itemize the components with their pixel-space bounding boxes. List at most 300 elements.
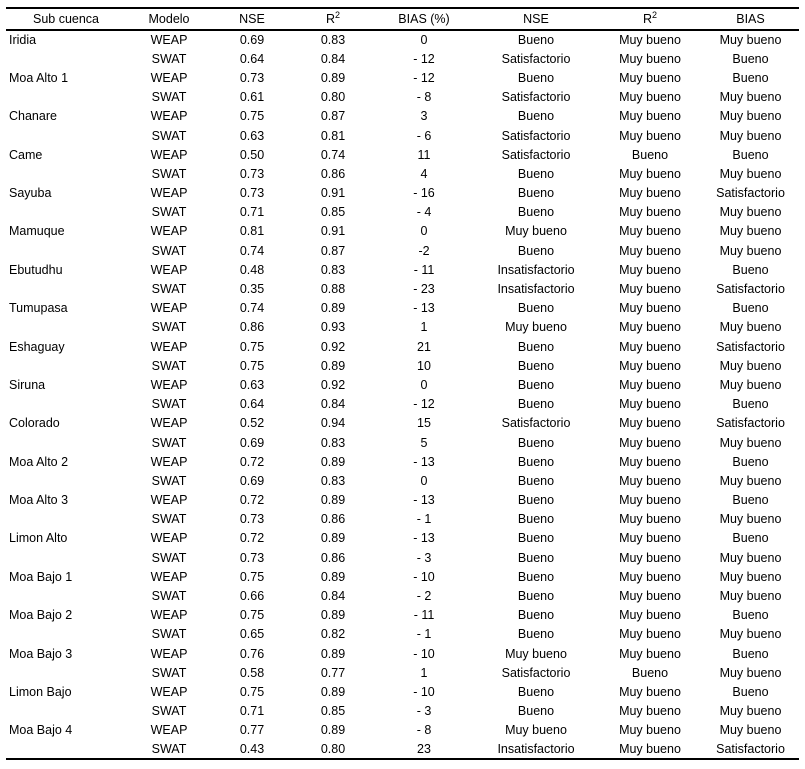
table-row	[6, 682, 799, 701]
cell-r2: 0.85	[320, 704, 346, 719]
cell-bias-calif: Muy bueno	[719, 589, 782, 604]
cell-modelo: SWAT	[151, 320, 187, 335]
cell-nse: 0.75	[239, 109, 265, 124]
cell-bias-pct: - 10	[413, 569, 435, 584]
cell-nse-calif: Bueno	[517, 186, 555, 201]
cell-bias-calif: Muy bueno	[719, 320, 782, 335]
cell-r2: 0.83	[320, 33, 346, 48]
cell-bias-calif: Muy bueno	[719, 550, 782, 565]
cell-bias-pct: 5	[420, 435, 428, 450]
cell-bias-pct: 15	[417, 416, 431, 431]
cell-bias-pct: - 2	[416, 589, 432, 604]
cell-r2-calif: Muy bueno	[619, 723, 681, 738]
cell-modelo: WEAP	[150, 262, 188, 277]
cell-nse: 0.86	[239, 320, 265, 335]
table-row	[6, 279, 799, 298]
header-row	[6, 8, 799, 30]
cell-bias-calif: Bueno	[732, 454, 769, 469]
cell-r2-calif: Muy bueno	[619, 320, 681, 335]
cell-bias-calif: Muy bueno	[719, 166, 782, 181]
table-row	[6, 606, 799, 625]
cell-bias-calif: Muy bueno	[719, 358, 782, 373]
cell-nse: 0.72	[239, 454, 265, 469]
cell-bias-calif: Satisfactorio	[716, 416, 785, 431]
cell-nse-calif: Bueno	[517, 704, 555, 719]
cell-bias-pct: 0	[420, 224, 428, 239]
table-row	[6, 644, 799, 663]
cell-r2: 0.91	[320, 186, 346, 201]
cell-bias-pct: - 4	[416, 205, 432, 220]
table-row	[6, 299, 799, 318]
cell-r2: 0.89	[320, 646, 346, 661]
cell-r2: 0.91	[320, 224, 346, 239]
cell-r2: 0.89	[320, 301, 346, 316]
cell-bias-calif: Muy bueno	[719, 224, 782, 239]
cell-modelo: WEAP	[150, 224, 188, 239]
cell-bias-calif: Muy bueno	[719, 109, 782, 124]
cell-modelo: SWAT	[151, 742, 187, 757]
cell-nse-calif: Insatisfactorio	[497, 262, 575, 277]
cell-r2: 0.84	[320, 589, 346, 604]
cell-nse-calif: Bueno	[517, 301, 555, 316]
cell-bias-pct: - 8	[416, 723, 432, 738]
cell-nse-calif: Bueno	[517, 339, 555, 354]
cell-modelo: WEAP	[150, 493, 188, 508]
cell-sub-cuenca: Mamuque	[9, 224, 65, 239]
cell-r2-calif: Muy bueno	[619, 684, 681, 699]
cell-bias-pct: - 11	[413, 262, 435, 277]
cell-nse: 0.73	[239, 550, 265, 565]
cell-nse: 0.73	[239, 70, 265, 85]
cell-modelo: WEAP	[150, 531, 188, 546]
cell-r2-calif: Muy bueno	[619, 377, 681, 392]
table-row	[6, 433, 799, 452]
cell-r2-calif: Muy bueno	[619, 531, 681, 546]
table-row	[6, 548, 799, 567]
cell-r2-calif: Muy bueno	[619, 205, 681, 220]
table-row	[6, 375, 799, 394]
cell-modelo: SWAT	[151, 704, 187, 719]
cell-r2: 0.87	[320, 243, 346, 258]
cell-bias-calif: Muy bueno	[719, 128, 782, 143]
cell-nse: 0.74	[239, 243, 265, 258]
cell-r2: 0.86	[320, 550, 346, 565]
cell-bias-calif: Muy bueno	[719, 723, 782, 738]
cell-bias-calif: Muy bueno	[719, 473, 782, 488]
cell-modelo: SWAT	[151, 435, 187, 450]
cell-nse: 0.72	[239, 531, 265, 546]
cell-bias-pct: 0	[420, 33, 428, 48]
table-row	[6, 452, 799, 471]
cell-r2-calif: Muy bueno	[619, 301, 681, 316]
cell-bias-calif: Muy bueno	[719, 627, 782, 642]
cell-sub-cuenca	[6, 471, 126, 490]
cell-nse-calif: Bueno	[517, 243, 555, 258]
cell-nse: 0.71	[239, 704, 265, 719]
cell-bias-pct: - 10	[413, 646, 435, 661]
cell-bias-pct: - 12	[413, 51, 435, 66]
cell-nse-calif: Bueno	[517, 70, 555, 85]
cell-r2-calif: Muy bueno	[619, 262, 681, 277]
table-row	[6, 586, 799, 605]
cell-bias-calif: Muy bueno	[719, 512, 782, 527]
cell-nse-calif: Muy bueno	[505, 224, 567, 239]
cell-bias-calif: Muy bueno	[719, 569, 782, 584]
cell-r2-calif: Muy bueno	[619, 742, 681, 757]
cell-bias-pct: - 1	[416, 512, 432, 527]
cell-modelo: WEAP	[150, 723, 188, 738]
cell-sub-cuenca	[6, 663, 126, 682]
cell-r2-calif: Muy bueno	[619, 224, 681, 239]
cell-nse: 0.69	[239, 435, 265, 450]
cell-r2-calif: Muy bueno	[619, 435, 681, 450]
cell-modelo: WEAP	[150, 301, 188, 316]
cell-modelo: WEAP	[150, 569, 188, 584]
cell-nse-calif: Bueno	[517, 512, 555, 527]
column-header-nse-calif	[474, 8, 598, 30]
cell-sub-cuenca	[6, 164, 126, 183]
cell-r2-calif: Muy bueno	[619, 608, 681, 623]
cell-modelo: SWAT	[151, 550, 187, 565]
table-row	[6, 107, 799, 126]
cell-nse-calif: Bueno	[517, 473, 555, 488]
header-label: NSE	[523, 12, 549, 26]
cell-modelo: SWAT	[151, 128, 187, 143]
cell-sub-cuenca: Eshaguay	[9, 339, 65, 354]
header-label: Sub cuenca	[32, 12, 100, 26]
cell-r2-calif: Muy bueno	[619, 90, 681, 105]
cell-r2: 0.88	[320, 282, 346, 297]
cell-bias-pct: - 6	[416, 128, 432, 143]
cell-r2-calif: Muy bueno	[619, 416, 681, 431]
table-row	[6, 68, 799, 87]
header-label: R	[642, 12, 652, 26]
header-label: NSE	[239, 12, 265, 26]
table-row	[6, 241, 799, 260]
table-row	[6, 510, 799, 529]
cell-bias-pct: - 13	[413, 493, 435, 508]
cell-sub-cuenca	[6, 625, 126, 644]
cell-bias-calif: Satisfactorio	[716, 339, 785, 354]
table-row	[6, 663, 799, 682]
cell-bias-calif: Satisfactorio	[716, 282, 785, 297]
cell-nse: 0.52	[239, 416, 265, 431]
cell-bias-pct: 3	[420, 109, 428, 124]
cell-modelo: WEAP	[150, 186, 188, 201]
cell-modelo: SWAT	[151, 473, 187, 488]
cell-nse-calif: Insatisfactorio	[497, 742, 575, 757]
cell-nse: 0.66	[239, 589, 265, 604]
cell-bias-pct: 10	[417, 358, 431, 373]
table-row	[6, 49, 799, 68]
cell-r2-calif: Muy bueno	[619, 358, 681, 373]
cell-sub-cuenca: Moa Bajo 1	[9, 569, 73, 584]
cell-bias-pct: - 10	[413, 684, 435, 699]
table-body	[6, 30, 799, 759]
header-label: R	[325, 12, 335, 26]
cell-sub-cuenca: Chanare	[9, 109, 57, 124]
cell-r2: 0.74	[320, 147, 346, 162]
cell-r2-calif: Muy bueno	[619, 339, 681, 354]
cell-nse: 0.65	[239, 627, 265, 642]
cell-sub-cuenca	[6, 510, 126, 529]
cell-bias-calif: Muy bueno	[719, 90, 782, 105]
table-row	[6, 318, 799, 337]
cell-nse-calif: Satisfactorio	[501, 51, 571, 66]
cell-nse: 0.73	[239, 166, 265, 181]
table-row	[6, 356, 799, 375]
cell-nse-calif: Muy bueno	[505, 646, 567, 661]
table-row	[6, 88, 799, 107]
cell-r2: 0.83	[320, 473, 346, 488]
table-row	[6, 567, 799, 586]
cell-nse: 0.81	[239, 224, 265, 239]
cell-sub-cuenca: Moa Alto 1	[9, 70, 69, 85]
cell-nse: 0.75	[239, 608, 265, 623]
cell-nse-calif: Muy bueno	[505, 723, 567, 738]
cell-nse: 0.61	[239, 90, 265, 105]
cell-modelo: SWAT	[151, 512, 187, 527]
cell-r2: 0.84	[320, 397, 346, 412]
cell-modelo: SWAT	[151, 243, 187, 258]
cell-bias-calif: Bueno	[732, 262, 769, 277]
cell-nse-calif: Satisfactorio	[501, 128, 571, 143]
cell-bias-calif: Muy bueno	[719, 704, 782, 719]
cell-r2: 0.86	[320, 166, 346, 181]
cell-sub-cuenca	[6, 279, 126, 298]
cell-nse-calif: Muy bueno	[505, 320, 567, 335]
cell-nse: 0.75	[239, 569, 265, 584]
cell-sub-cuenca	[6, 395, 126, 414]
cell-nse-calif: Bueno	[517, 550, 555, 565]
cell-bias-pct: - 13	[413, 301, 435, 316]
cell-bias-pct: - 3	[416, 550, 432, 565]
cell-bias-pct: 0	[420, 473, 428, 488]
cell-bias-pct: - 16	[413, 186, 435, 201]
cell-r2-calif: Muy bueno	[619, 51, 681, 66]
cell-sub-cuenca	[6, 203, 126, 222]
cell-r2-calif: Muy bueno	[619, 243, 681, 258]
cell-r2-calif: Muy bueno	[619, 128, 681, 143]
cell-r2: 0.92	[320, 339, 346, 354]
table-row	[6, 126, 799, 145]
cell-modelo: SWAT	[151, 397, 187, 412]
cell-r2: 0.89	[320, 531, 346, 546]
cell-modelo: WEAP	[150, 109, 188, 124]
cell-modelo: WEAP	[150, 70, 188, 85]
cell-nse-calif: Bueno	[517, 397, 555, 412]
cell-nse-calif: Satisfactorio	[501, 147, 571, 162]
column-header-r2	[292, 8, 374, 30]
table-row	[6, 337, 799, 356]
cell-r2: 0.89	[320, 684, 346, 699]
cell-r2-calif: Muy bueno	[619, 704, 681, 719]
cell-bias-calif: Bueno	[732, 147, 769, 162]
cell-nse-calif: Bueno	[517, 33, 555, 48]
cell-nse-calif: Bueno	[517, 589, 555, 604]
cell-bias-pct: 11	[417, 147, 431, 162]
column-header-sub-cuenca	[6, 8, 126, 30]
header-superscript: 2	[335, 9, 341, 20]
cell-bias-calif: Satisfactorio	[716, 742, 785, 757]
cell-nse-calif: Bueno	[517, 454, 555, 469]
cell-sub-cuenca	[6, 548, 126, 567]
cell-bias-calif: Satisfactorio	[716, 186, 785, 201]
cell-r2-calif: Muy bueno	[619, 166, 681, 181]
cell-r2-calif: Muy bueno	[619, 627, 681, 642]
cell-r2-calif: Muy bueno	[619, 33, 681, 48]
table-row	[6, 164, 799, 183]
table-header	[6, 8, 799, 30]
header-superscript: 2	[652, 9, 658, 20]
cell-nse: 0.69	[239, 33, 265, 48]
cell-bias-calif: Muy bueno	[719, 435, 782, 450]
cell-nse: 0.71	[239, 205, 265, 220]
cell-modelo: SWAT	[151, 205, 187, 220]
column-header-nse	[212, 8, 292, 30]
cell-modelo: WEAP	[150, 33, 188, 48]
cell-modelo: SWAT	[151, 665, 187, 680]
cell-r2: 0.93	[320, 320, 346, 335]
cell-modelo: WEAP	[150, 684, 188, 699]
cell-nse-calif: Bueno	[517, 109, 555, 124]
cell-nse-calif: Bueno	[517, 569, 555, 584]
cell-nse: 0.74	[239, 301, 265, 316]
table-row	[6, 491, 799, 510]
cell-sub-cuenca: Moa Bajo 2	[9, 608, 73, 623]
cell-nse-calif: Satisfactorio	[501, 90, 571, 105]
cell-nse: 0.50	[239, 147, 265, 162]
table-row	[6, 395, 799, 414]
header-label: Modelo	[148, 12, 190, 26]
cell-sub-cuenca: Limon Alto	[9, 531, 68, 546]
column-header-modelo	[126, 8, 212, 30]
cell-nse: 0.69	[239, 473, 265, 488]
cell-r2: 0.86	[320, 512, 346, 527]
cell-nse: 0.35	[239, 282, 265, 297]
cell-r2: 0.82	[320, 627, 346, 642]
cell-sub-cuenca: Moa Alto 2	[9, 454, 69, 469]
cell-nse-calif: Bueno	[517, 205, 555, 220]
cell-sub-cuenca	[6, 740, 126, 759]
column-header-bias-calif	[702, 8, 799, 30]
cell-bias-pct: - 3	[416, 704, 432, 719]
cell-r2-calif: Muy bueno	[619, 282, 681, 297]
table-row	[6, 30, 799, 49]
cell-modelo: SWAT	[151, 90, 187, 105]
cell-r2-calif: Muy bueno	[619, 589, 681, 604]
cell-r2-calif: Muy bueno	[619, 550, 681, 565]
cell-sub-cuenca	[6, 241, 126, 260]
cell-bias-calif: Bueno	[732, 646, 769, 661]
cell-bias-pct: 0	[420, 377, 428, 392]
cell-bias-pct: - 12	[413, 70, 435, 85]
header-label: BIAS (%)	[398, 12, 450, 26]
cell-nse-calif: Bueno	[517, 531, 555, 546]
cell-r2: 0.89	[320, 358, 346, 373]
cell-r2-calif: Muy bueno	[619, 646, 681, 661]
cell-sub-cuenca	[6, 586, 126, 605]
cell-bias-calif: Bueno	[732, 493, 769, 508]
model-evaluation-table	[6, 7, 799, 760]
cell-bias-calif: Bueno	[732, 301, 769, 316]
cell-bias-calif: Bueno	[732, 608, 769, 623]
cell-bias-calif: Bueno	[732, 70, 769, 85]
table-row	[6, 471, 799, 490]
cell-modelo: WEAP	[150, 339, 188, 354]
cell-nse: 0.72	[239, 493, 265, 508]
cell-nse-calif: Bueno	[517, 627, 555, 642]
cell-bias-pct: - 23	[413, 282, 435, 297]
cell-nse: 0.63	[239, 377, 265, 392]
cell-nse: 0.64	[239, 397, 265, 412]
cell-sub-cuenca: Tumupasa	[9, 301, 68, 316]
cell-r2: 0.89	[320, 493, 346, 508]
cell-r2-calif: Muy bueno	[619, 70, 681, 85]
cell-modelo: SWAT	[151, 589, 187, 604]
cell-bias-calif: Muy bueno	[719, 665, 782, 680]
cell-modelo: WEAP	[150, 147, 188, 162]
table-row	[6, 625, 799, 644]
cell-r2-calif: Muy bueno	[619, 186, 681, 201]
cell-sub-cuenca: Limon Bajo	[9, 684, 72, 699]
cell-nse-calif: Bueno	[517, 377, 555, 392]
cell-bias-calif: Muy bueno	[719, 205, 782, 220]
cell-nse-calif: Bueno	[517, 608, 555, 623]
cell-nse-calif: Bueno	[517, 493, 555, 508]
cell-r2: 0.89	[320, 723, 346, 738]
cell-modelo: SWAT	[151, 166, 187, 181]
cell-nse: 0.64	[239, 51, 265, 66]
cell-nse: 0.58	[239, 665, 265, 680]
cell-sub-cuenca: Moa Alto 3	[9, 493, 69, 508]
cell-sub-cuenca: Siruna	[9, 377, 46, 392]
header-label: BIAS	[736, 12, 765, 26]
cell-sub-cuenca: Iridia	[9, 33, 37, 48]
cell-sub-cuenca	[6, 49, 126, 68]
table-row	[6, 145, 799, 164]
table-row	[6, 740, 799, 759]
cell-r2: 0.89	[320, 70, 346, 85]
cell-bias-pct: 4	[420, 166, 428, 181]
table-row	[6, 260, 799, 279]
cell-bias-pct: - 13	[413, 531, 435, 546]
cell-nse: 0.76	[239, 646, 265, 661]
cell-sub-cuenca: Came	[9, 147, 43, 162]
cell-modelo: WEAP	[150, 608, 188, 623]
cell-modelo: WEAP	[150, 377, 188, 392]
cell-r2-calif: Muy bueno	[619, 454, 681, 469]
cell-bias-calif: Bueno	[732, 531, 769, 546]
cell-bias-pct: 21	[417, 339, 431, 354]
cell-r2: 0.87	[320, 109, 346, 124]
table-row	[6, 414, 799, 433]
cell-modelo: SWAT	[151, 282, 187, 297]
cell-sub-cuenca	[6, 356, 126, 375]
cell-sub-cuenca	[6, 318, 126, 337]
cell-r2: 0.80	[320, 742, 346, 757]
cell-bias-calif: Muy bueno	[719, 243, 782, 258]
cell-nse-calif: Bueno	[517, 684, 555, 699]
cell-r2: 0.92	[320, 377, 346, 392]
cell-r2: 0.84	[320, 51, 346, 66]
cell-bias-pct: -2	[418, 243, 430, 258]
cell-r2: 0.83	[320, 435, 346, 450]
cell-nse-calif: Bueno	[517, 358, 555, 373]
cell-bias-calif: Muy bueno	[719, 33, 782, 48]
table-row	[6, 529, 799, 548]
cell-nse: 0.63	[239, 128, 265, 143]
